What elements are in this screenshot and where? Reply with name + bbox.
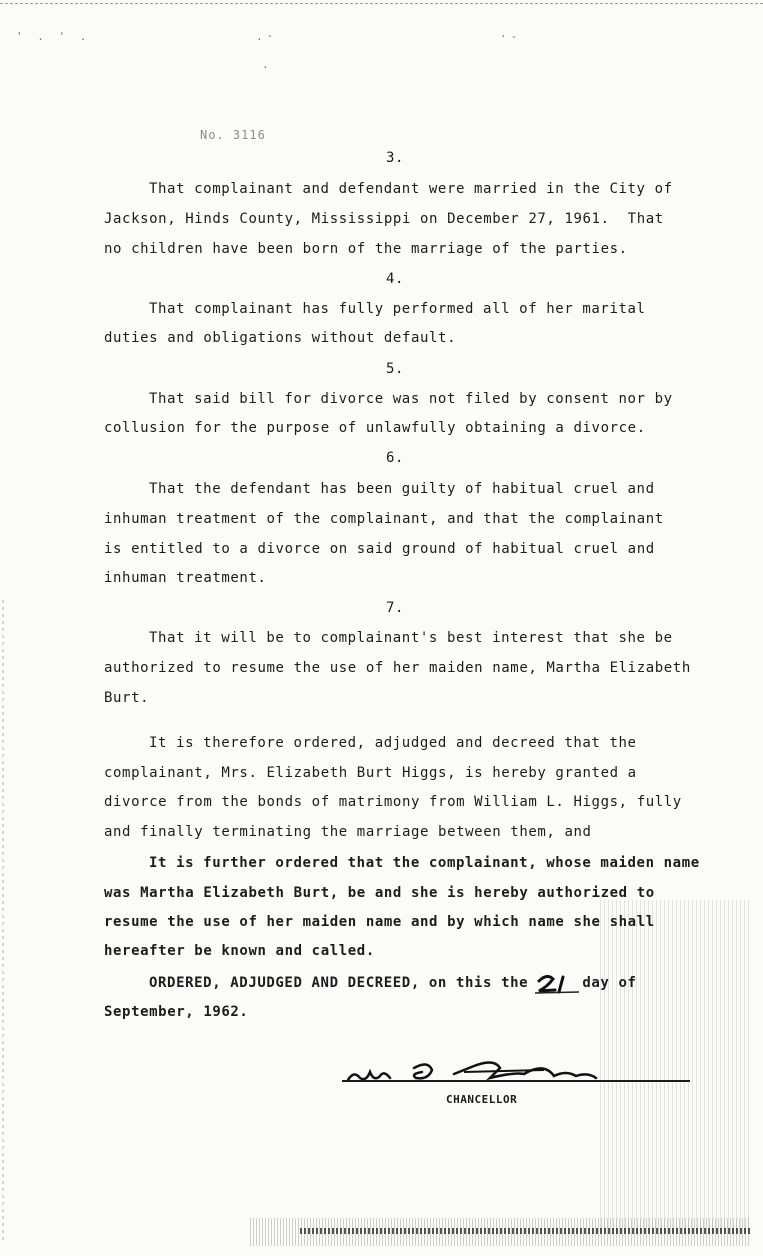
paragraph-line: Burt. [104,690,150,706]
section-number: 7. [385,600,405,616]
paragraph-line: collusion for the purpose of unlawfully obtaining a divorce. [104,420,646,436]
paragraph-line: duties and obligations without default. [104,330,457,346]
section-number: 5. [385,361,405,377]
order-line: complainant, Mrs. Elizabeth Burt Higgs, is hereby granted a [104,765,637,781]
handwritten-day [533,973,583,995]
scan-speck: . [262,58,273,71]
paragraph-line: authorized to resume the use of her maiden name, Martha Elizabeth [104,660,691,676]
section-number: 6. [385,450,405,466]
order-line: It is further ordered that the complainant, whose maiden name [149,855,700,871]
signature-title: CHANCELLOR [446,1093,518,1106]
paragraph-line: That the defendant has been guilty of habitual cruel and [149,481,655,497]
paragraph-line: That complainant and defendant were married in the City of [149,181,673,197]
order-line: and finally terminating the marriage between them, and [104,824,592,840]
page-top-border [0,3,763,4]
paragraph-line: inhuman treatment. [104,570,267,586]
paragraph-line: That it will be to complainant's best interest that she be [149,630,673,646]
order-line: hereafter be known and called. [104,943,375,959]
section-number: 3. [385,150,405,166]
paragraph-line: That said bill for divorce was not filed by consent nor by [149,391,673,407]
docket-stamp: No. 3116 [200,128,266,142]
order-line: divorce from the bonds of matrimony from William L. Higgs, fully [104,794,682,810]
scan-speck: ' . ' . [16,30,91,43]
scan-speck: ·- [500,30,522,43]
paragraph-line: That complainant has fully performed all of her marital [149,301,646,317]
paragraph-line: inhuman treatment of the complainant, and that the complainant [104,511,664,527]
order-line: was Martha Elizabeth Burt, be and she is hereby authorized to [104,885,655,901]
scan-speck: .· [256,30,278,43]
paragraph-line: Jackson, Hinds County, Mississippi on December 27, 1961. That [104,211,664,227]
scan-noise-right [600,900,750,1230]
order-line: It is therefore ordered, adjudged and decreed that the [149,735,637,751]
scan-edge-artifact [2,600,4,1240]
paragraph-line: no children have been born of the marriage of the parties. [104,241,628,257]
chancellor-signature [344,1052,604,1092]
scan-band-bottom [300,1228,750,1234]
decree-line: ORDERED, ADJUDGED AND DECREED, on this the day of [149,975,637,991]
paragraph-line: is entitled to a divorce on said ground of habitual cruel and [104,541,655,557]
decree-date-line: September, 1962. [104,1004,249,1020]
order-line: resume the use of her maiden name and by which name she shall [104,914,655,930]
section-number: 4. [385,271,405,287]
signature-line [342,1080,690,1082]
